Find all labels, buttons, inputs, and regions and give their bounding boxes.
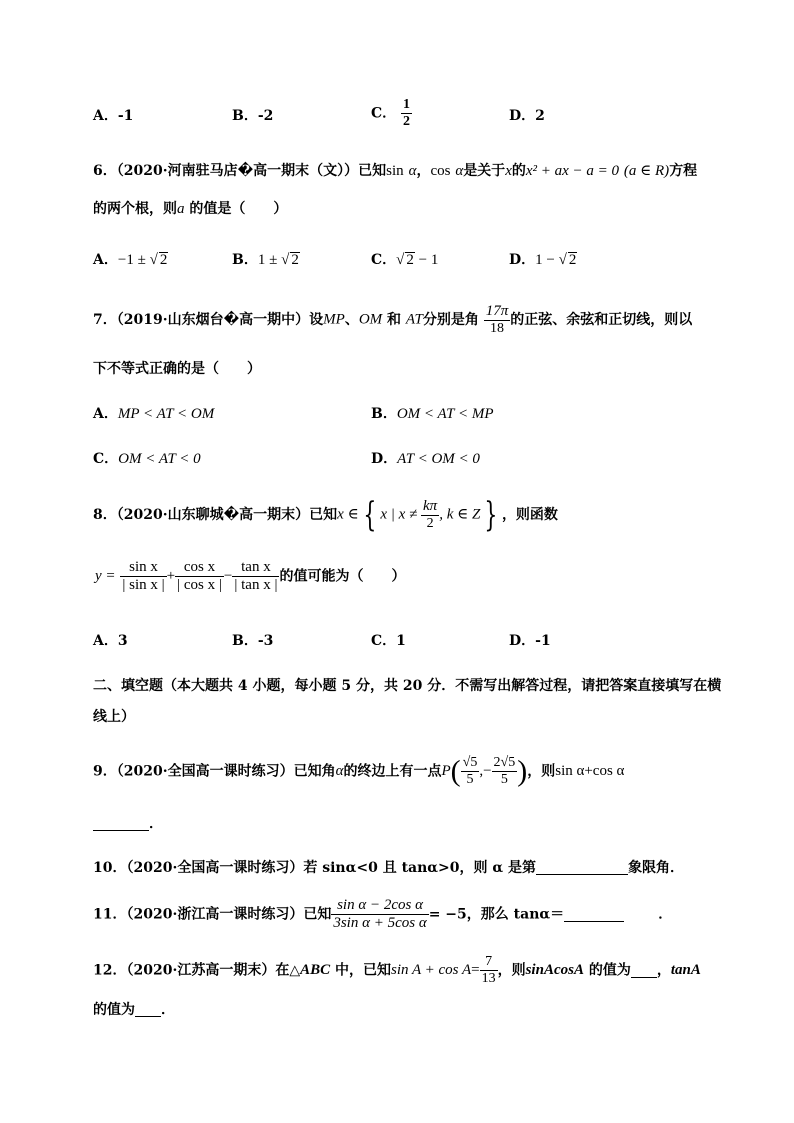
q7-stem-line2: 下不等式正确的是（ ） [93, 361, 261, 377]
section-heading-line2: 线上） [93, 709, 135, 725]
q7-option-d: D．AT < OM < 0 [371, 451, 480, 467]
q11-fraction: $\frac{\text{sin α − 2cos α}}{\text{3sin α + 5cos α}}$ [333, 897, 427, 931]
q6-option-c: C．√ 2 − 1 [371, 252, 439, 268]
q8-set-fraction: $\frac{k\pi}{2}$ [423, 498, 438, 531]
q12-stem: 12．（2020·江苏高一期末）在△ABC 中，已知sin A + cos A= $\frac{7}{13}$ ，则sinAcosA 的值为 ，tanA [93, 954, 701, 986]
q8-fraction-cos: $\frac{\text{cos x}}{\text{| cos x |}}$ [177, 559, 222, 593]
q8-option-b: B．-3 [232, 633, 274, 649]
q8-stem: 8．（2020·山东聊城�高一期末）已知x ∈ { x | x ≠ $\frac{k\pi}{2}$ , k ∈ Z } ，则函数 [93, 495, 558, 535]
q7-stem: 7．（2019·山东烟台�高一期中）设MP、OM 和 AT分别是角 $\frac{17\pi}{18}$ 的正弦、余弦和正切线，则以 [93, 303, 693, 336]
q6-stem-line2: 的两个根，则a 的值是（ ） [93, 201, 288, 217]
q6-option-d: D．1 − √ 2 [509, 252, 577, 268]
q12-answer-blank-1[interactable] [631, 964, 657, 978]
q8-fraction-tan: $\frac{\text{tan x}}{\text{| tan x |}}$ [234, 559, 278, 593]
q6-stem: 6．（2020·河南驻马店�高一期末（文））已知sin α，cos α是关于x的x² + ax − a = 0 (a ∈ R)方程 [93, 163, 698, 179]
q12-fraction: $\frac{7}{13}$ [481, 954, 496, 986]
right-brace-icon: } [484, 495, 498, 535]
q8-option-c: C．1 [371, 633, 406, 649]
q11-answer-blank[interactable] [564, 908, 624, 922]
q9-fraction-1: $\frac{√5}{5}$ [462, 755, 478, 787]
q7-option-b: B．OM < AT < MP [371, 406, 494, 422]
q8-function: y = $\frac{\text{sin x}}{\text{| sin x |}}$ + $\frac{\text{cos x}}{\text{| cos x |}}$ − $\frac{\text{tan x}}{\text{| tan x |}}$ 的值可能为（ ） [95, 559, 406, 593]
q9-stem: 9．（2020·全国高一课时练习）已知角α的终边上有一点P( $\frac{√5}{5}$ ,− $\frac{2√5}{5}$ )，则sin α+cos α [93, 754, 625, 788]
q9-answer-blank[interactable] [93, 817, 149, 831]
q8-fraction-sin: $\frac{\text{sin x}}{\text{| sin x |}}$ [122, 559, 165, 593]
q8-option-d: D．-1 [509, 633, 551, 649]
q6-option-b: B．1 ± √ 2 [232, 252, 299, 268]
q5-option-c [371, 98, 412, 129]
left-brace-icon: { [363, 495, 376, 535]
q7-option-c: C．OM < AT < 0 [93, 451, 201, 467]
q12-answer-blank-2[interactable] [135, 1003, 161, 1017]
right-paren-icon: ) [517, 754, 528, 788]
q7-option-a: A．MP < AT < OM [93, 406, 215, 422]
q12-stem-line2: 的值为 ． [93, 1002, 175, 1018]
q5-option-c-label: C． [371, 105, 397, 122]
q5-option-a: A．-1 [93, 108, 134, 124]
q9-fraction-2: $\frac{2√5}{5}$ [493, 755, 516, 787]
q9-answer-line: ． [93, 817, 734, 831]
q5-option-c-fraction: $\frac{1}{2}$ [403, 97, 411, 129]
q5-option-d: D．2 [509, 108, 545, 124]
q10-answer-blank[interactable] [536, 861, 628, 875]
q10-stem: 10．（2020·全国高一课时练习）若 sinα<0 且 tanα>0，则 α 是第 象限角． [93, 860, 685, 876]
q5-option-b: B．-2 [232, 108, 274, 124]
q7-angle-fraction: $\frac{17\pi}{18}$ [485, 303, 509, 336]
left-paren-icon: ( [450, 754, 461, 788]
q6-option-a: A．−1 ± √ 2 [93, 252, 168, 268]
section-heading: 二、填空题（本大题共 4 小题，每小题 5 分，共 20 分．不需写出解答过程，请把答案直接填写在横 [93, 678, 722, 694]
q11-stem: 11．（2020·浙江高一课时练习）已知 $\frac{\text{sin α − 2cos α}}{\text{3sin α + 5cos α}}$ = −5，那么 tanα＝ ． [93, 897, 673, 931]
q8-option-a: A．3 [93, 633, 128, 649]
